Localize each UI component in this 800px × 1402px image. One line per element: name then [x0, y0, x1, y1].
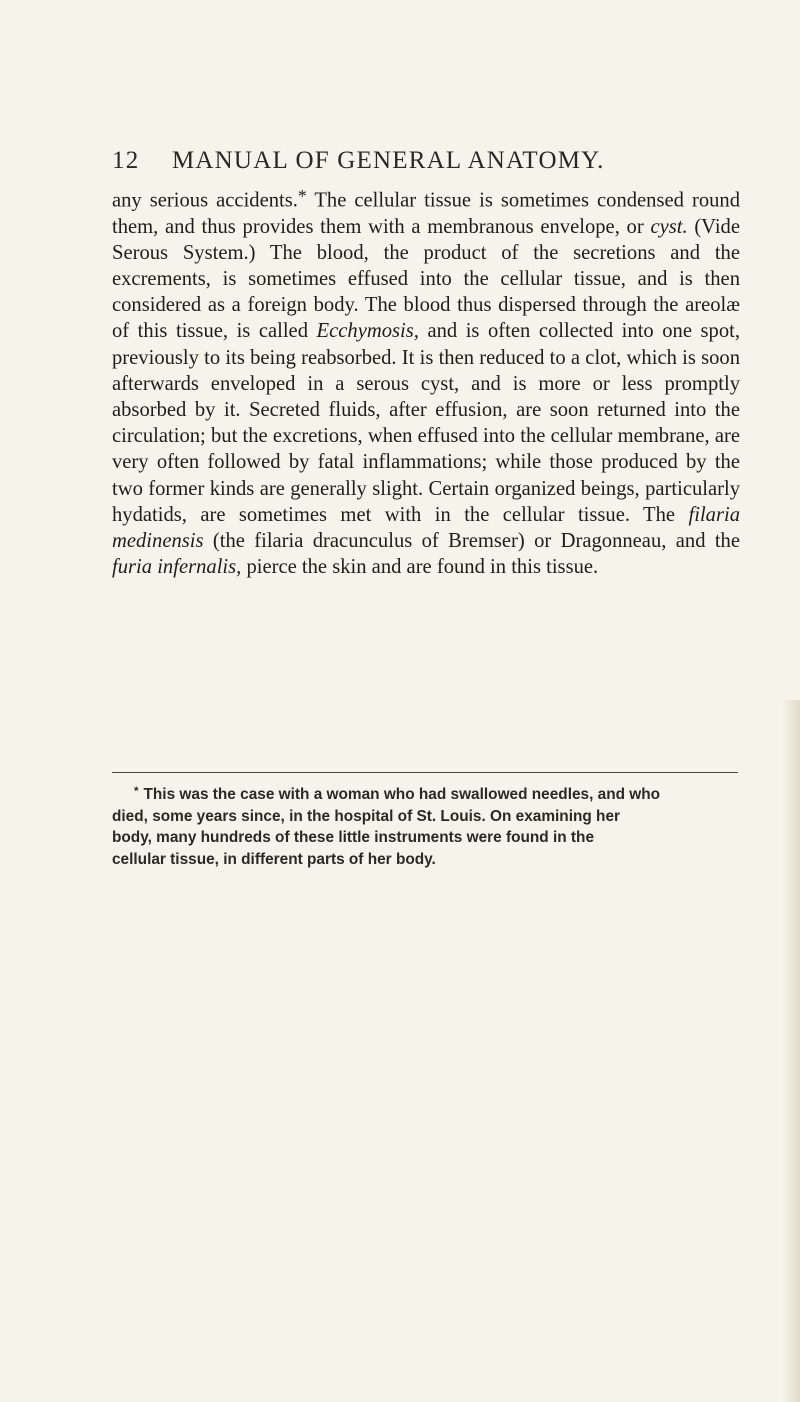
text-run: (Vide Serous System.) The blood, the product of the secretions and the excrements, is sometimes effused into the cellular tissue, and is then considered as a foreign body. The blood thus dispersed through the areolæ of this tissue, is called [112, 215, 740, 343]
footnote-line: body, many hundreds of these little instruments were found in the [112, 829, 595, 847]
text-run: and is often collected into one spot, previously to its being reabsorbed. It is then reduced to a clot, which is soon afterwards enveloped in a serous cyst, and is more or less promptly absorbed by it. Secreted fluids, after effusion, are soon returned into the circulation; but the excretions, when effused into the cellular membrane, are very often followed by fatal inflammations; while those produced by the two former kinds are generally slight. Certain organized beings, particularly hydatids, are sometimes met with in the cellular tissue. The [112, 320, 740, 526]
footnote-line [112, 782, 740, 806]
running-head [112, 147, 752, 183]
footnote-marker: * [134, 786, 139, 798]
footnote-divider [112, 772, 738, 773]
italic-term-furia: furia infernalis, [112, 556, 242, 579]
footnote-line: cellular tissue, in different parts of her body. [112, 850, 436, 868]
italic-term-ecchymosis: Ecchymosis, [316, 320, 419, 343]
italic-term-filaria: filaria medinensis [112, 503, 740, 553]
footnote-line-text: This was the case with a woman who had swallowed needles, and who [143, 786, 661, 804]
paragraph [112, 183, 740, 580]
main-paragraph [112, 183, 740, 580]
footnote [112, 782, 740, 870]
footnote-text [112, 782, 740, 870]
footnote-reference: * [297, 186, 307, 206]
text-run: pierce the skin and are found in this tissue. [241, 556, 599, 579]
text-run: (the filaria dracunculus of Bremser) or Dragonneau, and the [203, 530, 740, 553]
text-run: any serious accidents. [112, 189, 298, 212]
running-title: MANUAL OF GENERAL ANATOMY. [172, 147, 605, 174]
footnote-line: died, some years since, in the hospital of St. Louis. On examining her [112, 807, 621, 825]
page-number: 12 [112, 147, 140, 174]
page-edge-shadow [782, 700, 800, 1402]
text-run: The cellular tissue is sometimes condensed round them, and thus provides them with a membranous envelope, or [112, 189, 741, 238]
italic-term-cyst: cyst. [650, 215, 688, 238]
